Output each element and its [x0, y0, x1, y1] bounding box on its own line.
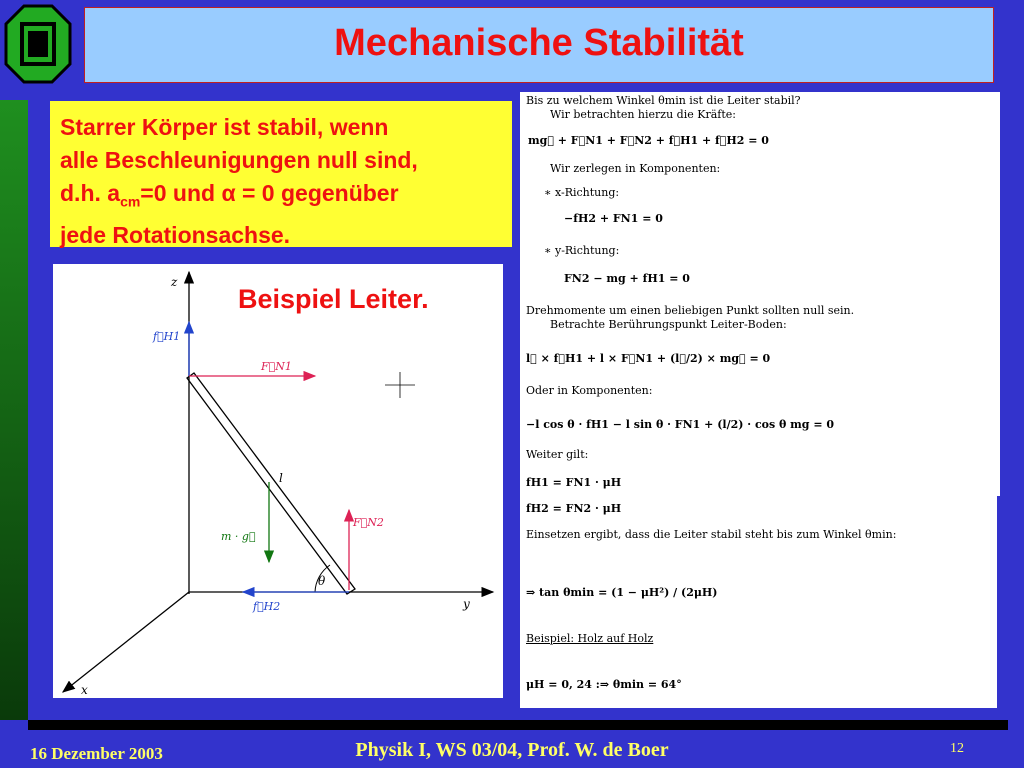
derivation-line-13: −l cos θ · fH1 − l sin θ · FN1 + (l/2) · cos θ mg = 0 — [526, 418, 835, 431]
derivation-line-16: fH2 = FN2 · μH — [526, 502, 622, 515]
f-n2-label: F⃗N2 — [353, 516, 384, 529]
derivation-line-17: Einsetzen ergibt, dass die Leiter stabil steht bis zum Winkel θmin: — [526, 528, 897, 541]
theta-label: θ — [318, 574, 326, 588]
page-number: 12 — [950, 741, 964, 756]
example-label: Beispiel Leiter. — [238, 284, 429, 314]
footer-course: Physik I, WS 03/04, Prof. W. de Boer — [355, 739, 669, 761]
definition-line-2: alle Beschleunigungen null sind, — [60, 147, 418, 173]
definition-line-3-a: d.h. a — [60, 180, 121, 206]
z-axis-label: z — [171, 275, 178, 289]
derivation-panel-top — [520, 92, 1000, 496]
ladder-figure — [53, 264, 503, 698]
definition-line-3 — [60, 177, 502, 219]
left-decoration-bar — [0, 100, 28, 720]
university-logo — [4, 4, 72, 84]
y-axis-label: y — [463, 597, 470, 611]
derivation-line-8: FN2 − mg + fH1 = 0 — [564, 272, 690, 285]
derivation-line-5: ∗ x-Richtung: — [544, 186, 620, 199]
ladder-diagram — [53, 264, 503, 698]
ladder — [187, 373, 355, 594]
footer-divider — [28, 720, 1008, 730]
derivation-line-15: fH1 = FN1 · μH — [526, 476, 622, 489]
slide-title: Mechanische Stabilität — [334, 22, 744, 64]
derivation-line-20: μH = 0, 24 :⇒ θmin = 64° — [526, 678, 682, 691]
derivation-line-10: Betrachte Berührungspunkt Leiter-Boden: — [550, 318, 787, 331]
f-n1-label: F⃗N1 — [261, 360, 292, 373]
f-h2-label: f⃗H2 — [253, 600, 281, 613]
f-h1-label: f⃗H1 — [153, 330, 181, 343]
derivation-line-4: Wir zerlegen in Komponenten: — [550, 162, 721, 175]
x-axis-label: x — [81, 683, 88, 697]
derivation-panel-bottom — [520, 496, 997, 708]
ladder-length-label: l — [279, 471, 283, 485]
derivation-line-19: Beispiel: Holz auf Holz — [526, 632, 654, 645]
derivation-line-2: Wir betrachten hierzu die Kräfte: — [550, 108, 736, 121]
definition-box — [50, 101, 512, 247]
definition-line-1: Starrer Körper ist stabil, wenn — [60, 114, 389, 140]
derivation-line-9: Drehmomente um einen beliebigen Punkt sollten null sein. — [526, 304, 855, 317]
definition-line-3-b: =0 und α = 0 gegenüber — [140, 180, 399, 206]
derivation-line-12: Oder in Komponenten: — [526, 384, 653, 397]
derivation-line-7: ∗ y-Richtung: — [544, 244, 620, 257]
derivation-line-6: −fH2 + FN1 = 0 — [564, 212, 663, 225]
title-box — [84, 7, 994, 83]
derivation-line-18: ⇒ tan θmin = (1 − μH²) / (2μH) — [526, 586, 718, 599]
derivation-line-3: mg⃗ + F⃗N1 + F⃗N2 + f⃗H1 + f⃗H2 = 0 — [528, 134, 769, 147]
footer-date: 16 Dezember 2003 — [30, 744, 163, 763]
definition-subscript-cm: cm — [120, 193, 141, 210]
derivation-line-11: l⃗ × f⃗H1 + l × F⃗N1 + (l⃗/2) × mg⃗ = 0 — [526, 352, 771, 365]
mg-label: m · g⃗ — [221, 530, 256, 543]
derivation-line-1: Bis zu welchem Winkel θmin ist die Leiter stabil? — [526, 94, 801, 107]
x-axis — [63, 592, 189, 692]
definition-line-4: jede Rotationsachse. — [60, 221, 291, 248]
derivation-line-14: Weiter gilt: — [526, 448, 589, 461]
